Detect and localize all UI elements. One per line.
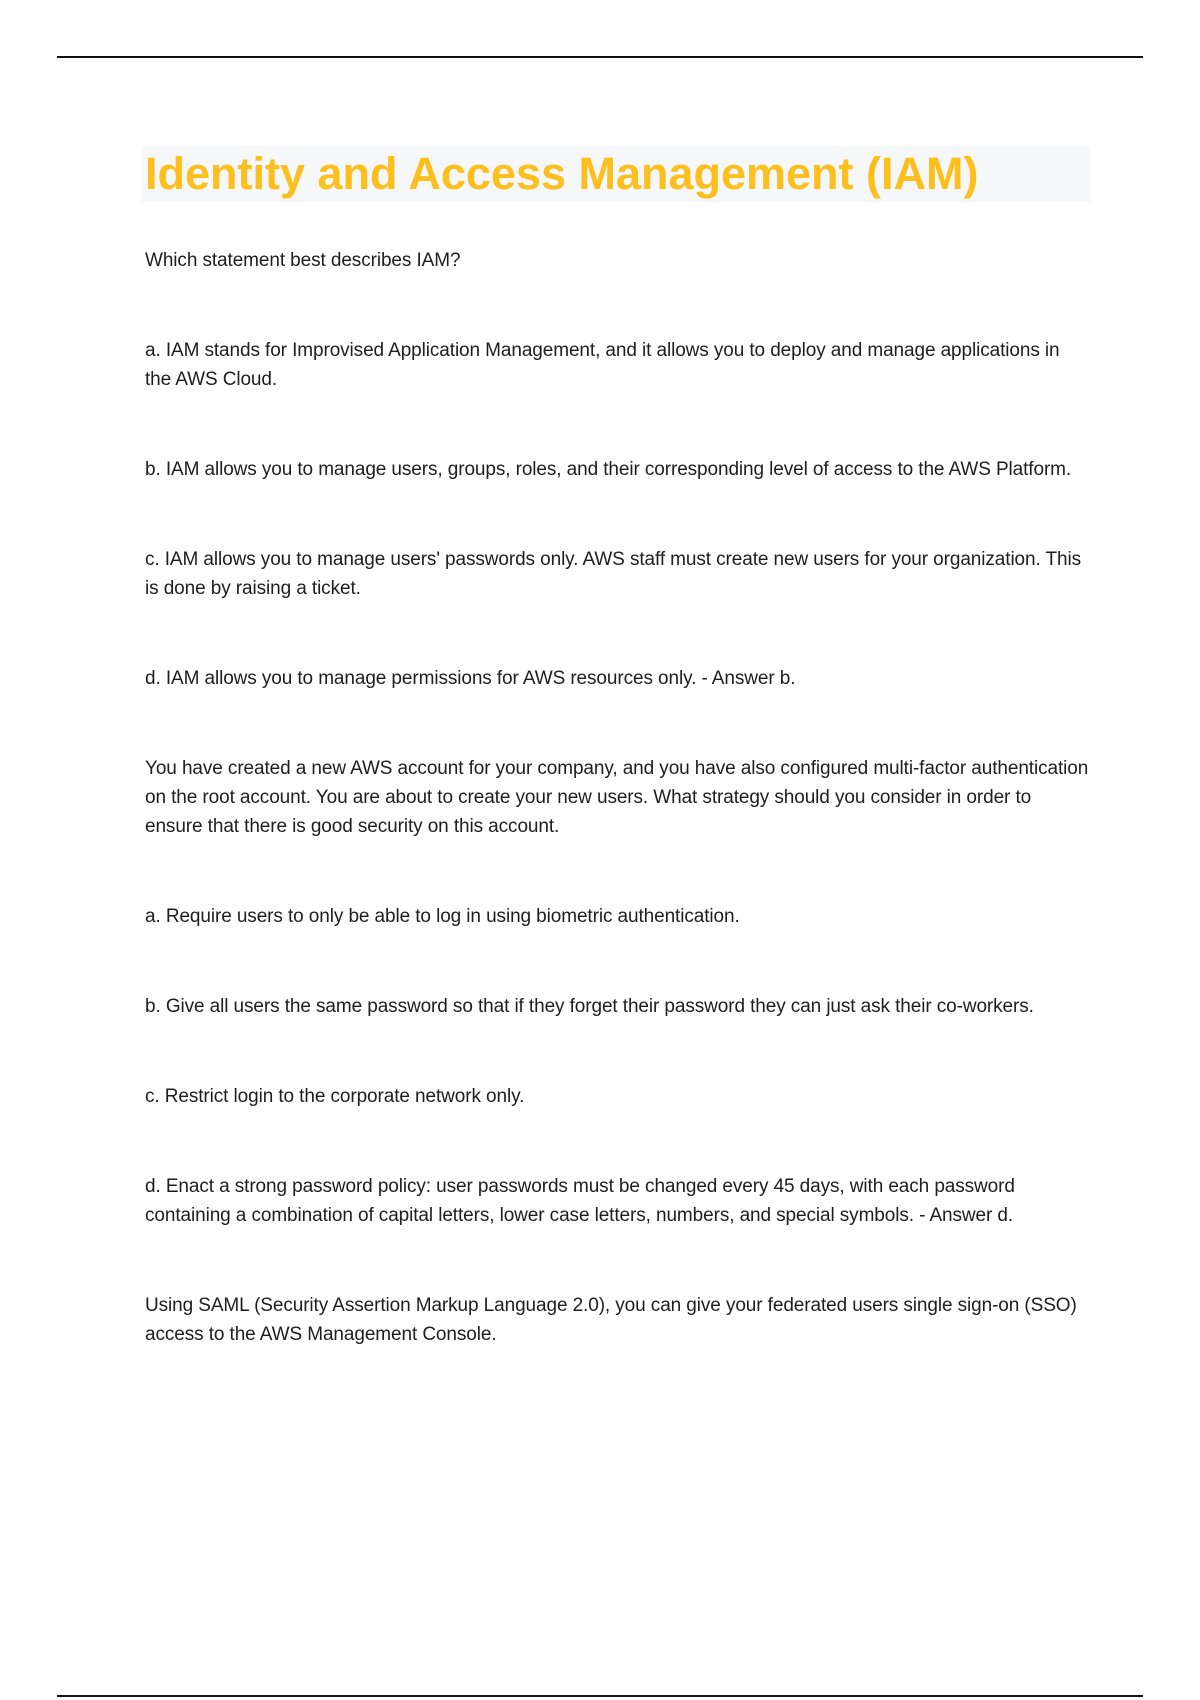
q2-option-b: b. Give all users the same password so that if they forget their password they can just ask their co-workers.: [145, 996, 1034, 1017]
document-body: [145, 246, 1090, 1349]
statement-saml: Using SAML (Security Assertion Markup Language 2.0), you can give your federated users single sign-on (SSO) access to the AWS Management Console.: [145, 1295, 1077, 1345]
q1-option-c: c. IAM allows you to manage users' passwords only. AWS staff must create new users for your organization. This is done by raising a ticket.: [145, 549, 1082, 599]
q1-option-a: a. IAM stands for Improvised Application Management, and it allows you to deploy and manage applications in the AWS Cloud.: [145, 340, 1060, 390]
q2-option-d-answer: d. Enact a strong password policy: user passwords must be changed every 45 days, with each password containing a combination of capital letters, lower case letters, numbers, and special symbols. - Answer d.: [145, 1176, 1015, 1226]
bottom-rule: [57, 1695, 1143, 1697]
question-2: You have created a new AWS account for your company, and you have also configured multi-factor authentication on the root account. You are about to create your new users. What strategy should you consider in order to ensure that there is good security on this account.: [145, 758, 1089, 837]
q1-option-b: b. IAM allows you to manage users, groups, roles, and their corresponding level of access to the AWS Platform.: [145, 459, 1072, 480]
question-1: Which statement best describes IAM?: [145, 250, 461, 271]
q1-option-d-answer: d. IAM allows you to manage permissions for AWS resources only. - Answer b.: [145, 668, 796, 689]
q2-option-a: a. Require users to only be able to log in using biometric authentication.: [145, 906, 740, 927]
top-rule: [57, 56, 1143, 58]
page-title: Identity and Access Management (IAM): [145, 148, 979, 199]
q2-option-c: c. Restrict login to the corporate network only.: [145, 1086, 525, 1107]
